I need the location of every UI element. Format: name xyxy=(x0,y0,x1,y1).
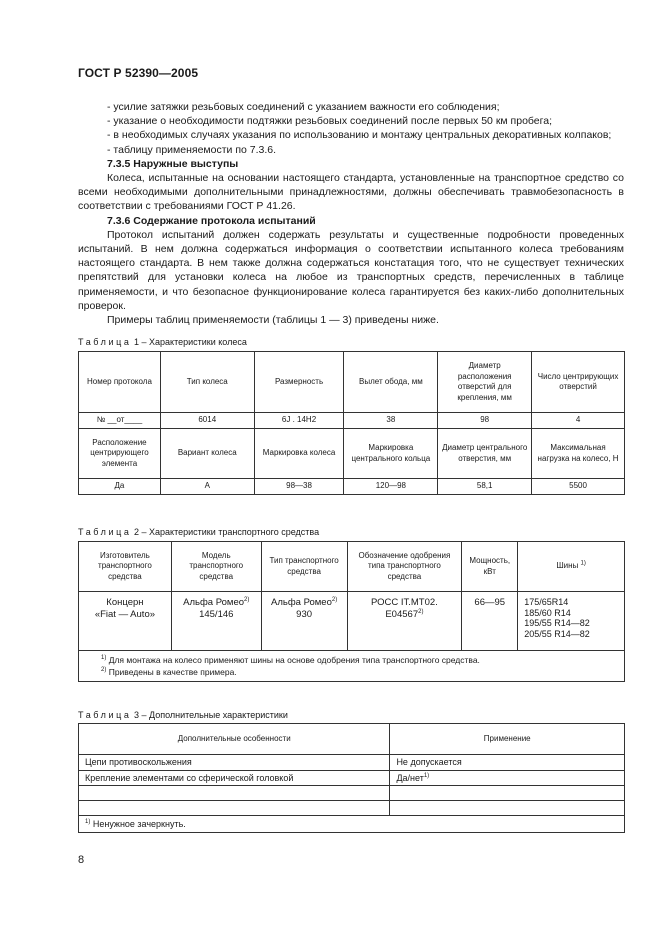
footnote-mark: 1) xyxy=(85,818,91,825)
section-7-3-5-text: Колеса, испытанные на основании настоящего стандарта, установленные на транспортное средство со всеми необходимыми дополнительными принадлежностями, должны обеспечивать травмобезопасность в соответствии с требованиями ГОСТ Р 41.26. xyxy=(78,172,624,213)
table1-cell: № __от____ xyxy=(79,413,161,429)
table1-cell: 58,1 xyxy=(438,479,532,495)
table1-head-cell: Номер протокола xyxy=(79,352,161,413)
model-line xyxy=(175,597,258,609)
manufacturer-line: «Fiat — Auto» xyxy=(94,609,156,620)
document-header: ГОСТ Р 52390—2005 xyxy=(78,66,199,80)
table2-model-cell xyxy=(171,592,261,651)
table2-head-cell: Мощность, кВт xyxy=(462,542,518,592)
table3-header-row xyxy=(79,724,625,755)
table3-caption-title: 3 – Дополнительные характеристики xyxy=(131,710,288,720)
footnote-ref: 2) xyxy=(331,596,338,603)
table1-cell: 38 xyxy=(344,413,438,429)
table3-footnote xyxy=(79,816,625,833)
type-name: Альфа Ромео xyxy=(271,597,332,608)
table2-caption-word: Таблица xyxy=(78,527,132,537)
table3-cell xyxy=(79,786,390,801)
table3-cell: Не допускается xyxy=(390,755,625,771)
bullet-retighten: - указание о необходимости подтяжки резьбовых соединений после первых 50 км пробега; xyxy=(107,115,553,128)
table1-caption xyxy=(78,337,247,347)
table2-footnote-2 xyxy=(101,666,618,678)
table1-cell: 120—98 xyxy=(344,479,438,495)
type-line: 930 xyxy=(296,609,313,620)
approval-line xyxy=(351,609,459,621)
table1-head-cell: Число центрирующих отверстий xyxy=(532,352,625,413)
footnote-text: Приведены в качестве примера. xyxy=(106,667,237,677)
table2-type-cell xyxy=(261,592,347,651)
table2-data-row xyxy=(79,592,625,651)
model-name: Альфа Ромео xyxy=(183,597,245,608)
approval-code: E04567 xyxy=(385,609,419,620)
examples-text: Примеры таблиц применяемости (таблицы 1 — 3) приведены ниже. xyxy=(107,314,439,327)
footnote-mark: 1) xyxy=(101,655,107,662)
table2-manufacturer-cell xyxy=(79,592,172,651)
table1-head-cell: Тип колеса xyxy=(160,352,254,413)
table3-head-cell: Применение xyxy=(390,724,625,755)
approval-line: РОСС IT.MT02. xyxy=(370,597,438,608)
table3-cell xyxy=(390,786,625,801)
table2-head-cell xyxy=(518,542,625,592)
table1-header-row-1 xyxy=(79,352,625,413)
table2-tyres-cell xyxy=(518,592,625,651)
tyre-size: 195/55 R14—82 xyxy=(524,618,590,628)
table1-head-cell: Максимальная нагрузка на колесо, Н xyxy=(532,429,625,479)
table2-caption xyxy=(78,527,319,537)
table2-power-cell: 66—95 xyxy=(462,592,518,651)
table3-cell-text: Да/нет xyxy=(396,772,424,783)
table3-cell: Крепление элементами со сферической головкой xyxy=(79,770,390,786)
table3-cell xyxy=(390,801,625,816)
table3-row xyxy=(79,770,625,786)
table2-tyres-head: Шины xyxy=(556,561,579,571)
table3-cell xyxy=(79,801,390,816)
table1-header-row-2 xyxy=(79,429,625,479)
table2-caption-title: 2 – Характеристики транспортного средства xyxy=(131,527,320,537)
table1-head-cell: Размерность xyxy=(254,352,344,413)
tyre-size: 175/65R14 xyxy=(524,597,569,607)
table1-cell: 98—38 xyxy=(254,479,344,495)
footnote-text: Для монтажа на колесо применяют шины на основе одобрения типа транспортного средства. xyxy=(106,655,480,665)
footnote-ref: 1) xyxy=(580,560,586,567)
table2-head-cell: Тип транспортного средства xyxy=(261,542,347,592)
footnote-text: Ненужное зачеркнуть. xyxy=(90,818,186,829)
table1-head-cell: Расположение центрирующего элемента xyxy=(79,429,161,479)
footnote-mark: 2) xyxy=(101,667,107,674)
table3-empty-row xyxy=(79,801,625,816)
type-line xyxy=(265,597,344,609)
table2-footnote-1 xyxy=(101,654,618,666)
table1-caption-title: 1 – Характеристики колеса xyxy=(131,337,247,347)
section-7-3-6-text: Протокол испытаний должен содержать результаты и существенные подробности проведенных испытаний. В нем должна содержаться информация о соответствии испытанного колеса требованиям настоящего стандарта. В нем также должна содержаться констатация того, что не существует технических препятствий для установки колеса на любое из транспортных средств, перечисленных в таблице применяемости, и что безопасное функционирование колеса гарантируется без каких-либо дополнительных проверок. xyxy=(78,228,624,312)
table2-vehicle-characteristics xyxy=(78,541,625,682)
table3-footnote-row xyxy=(79,816,625,833)
table1-head-cell: Вариант колеса xyxy=(160,429,254,479)
table3-caption xyxy=(78,710,288,720)
table3-empty-row xyxy=(79,786,625,801)
table1-caption-word: Таблица xyxy=(78,337,132,347)
table2-header-row xyxy=(79,542,625,592)
table2-head-cell: Обозначение одобрения типа транспортного средства xyxy=(347,542,462,592)
tyre-size: 205/55 R14—82 xyxy=(524,628,590,639)
page-number: 8 xyxy=(78,854,85,866)
table1-head-cell: Маркировка центрального кольца xyxy=(344,429,438,479)
table2-head-cell: Модель транспортного средства xyxy=(171,542,261,592)
tyre-size: 185/60 R14 xyxy=(524,607,571,618)
table2-footnotes xyxy=(79,651,625,682)
table2-footnote-row xyxy=(79,651,625,682)
table1-cell: А xyxy=(160,479,254,495)
table3-head-cell: Дополнительные особенности xyxy=(79,724,390,755)
section-7-3-5-heading: 7.3.5 Наружные выступы xyxy=(107,157,239,170)
manufacturer-line: Концерн xyxy=(106,597,144,608)
table1-cell: 98 xyxy=(438,413,532,429)
table1-head-cell: Диаметр центрального отверстия, мм xyxy=(438,429,532,479)
table1-head-cell: Вылет обода, мм xyxy=(344,352,438,413)
table3-row xyxy=(79,755,625,771)
footnote-ref: 1) xyxy=(423,772,430,779)
table1-cell: 6J . 14H2 xyxy=(254,413,344,429)
footnote-ref: 2) xyxy=(244,596,250,603)
table1-head-cell: Диаметр расположения отверстий для крепления, мм xyxy=(438,352,532,413)
section-7-3-6-heading: 7.3.6 Содержание протокола испытаний xyxy=(107,214,316,227)
bullet-torque: - усилие затяжки резьбовых соединений с указанием важности его соблюдения; xyxy=(107,101,500,113)
table1-cell: 6014 xyxy=(160,413,254,429)
footnote-ref: 2) xyxy=(418,608,424,615)
table1-cell: 5500 xyxy=(532,479,625,495)
table2-head-cell: Изготовитель транспортного средства xyxy=(79,542,172,592)
body-text xyxy=(78,100,624,327)
table1-data-row-2 xyxy=(79,479,625,495)
table1-cell: Да xyxy=(79,479,161,495)
table1-wheel-characteristics xyxy=(78,351,625,495)
table2-approval-cell xyxy=(347,592,462,651)
table1-head-cell: Маркировка колеса xyxy=(254,429,344,479)
model-line: 145/146 xyxy=(199,609,234,620)
table3-additional-characteristics xyxy=(78,723,625,833)
table1-cell: 4 xyxy=(532,413,625,429)
table3-cell xyxy=(390,770,625,786)
bullet-caps: - в необходимых случаях указания по использованию и монтажу центральных декоративных колпаков; xyxy=(107,129,612,142)
table3-cell: Цепи противоскольжения xyxy=(79,755,390,771)
bullet-table: - таблицу применяемости по 7.3.6. xyxy=(107,143,277,156)
table3-caption-word: Таблица xyxy=(78,710,132,720)
table1-data-row-1 xyxy=(79,413,625,429)
